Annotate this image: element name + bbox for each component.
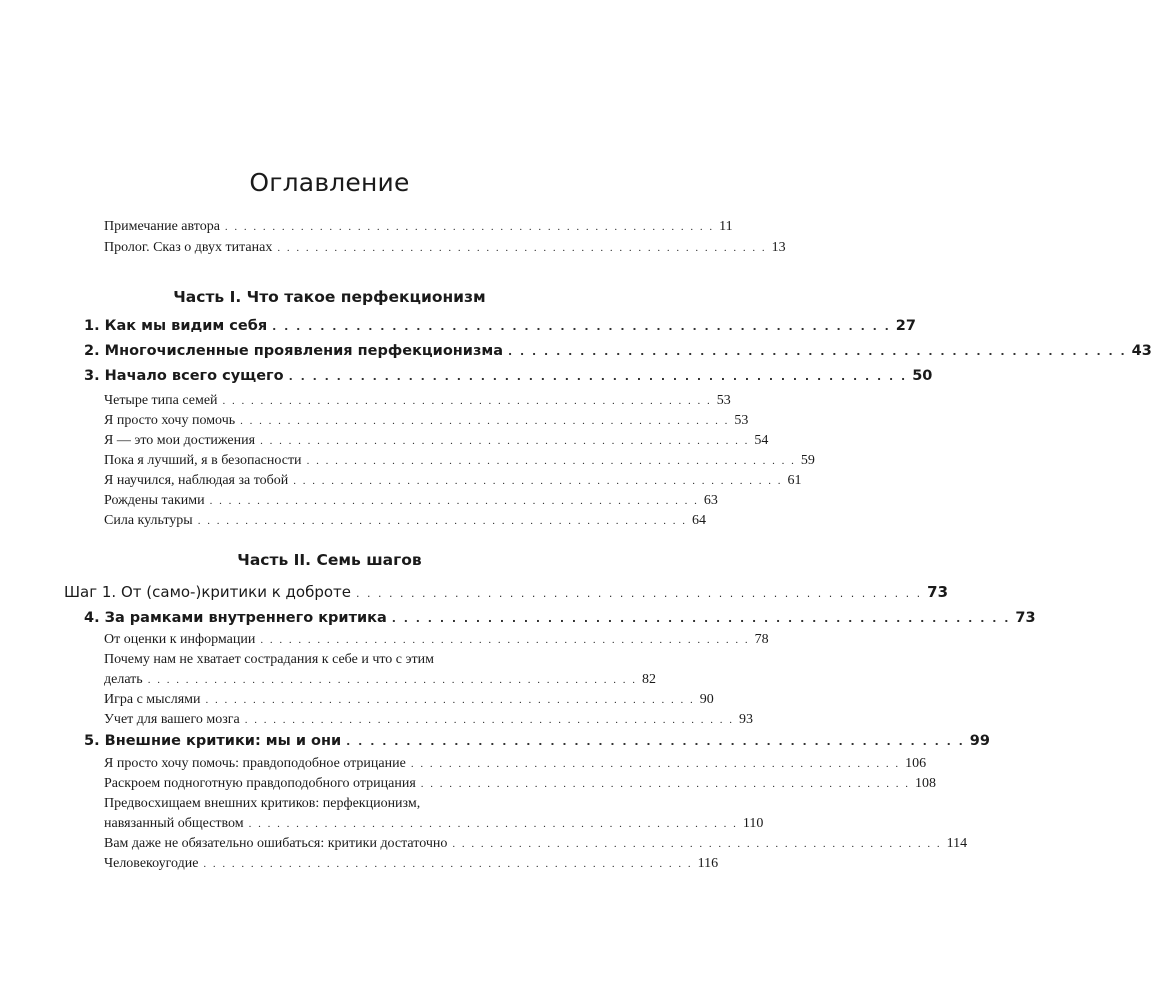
- toc-entry[interactable]: [104, 756, 927, 772]
- chapter-page: 99: [969, 733, 990, 749]
- leader-dots: . . . . . . . . . . . . . . . . . . . . . . . . . . . . . . . . . . . . . . . . . . . . . . . . . . . .: [203, 858, 693, 870]
- chapter-page: 50: [912, 368, 933, 384]
- entry-label: Я просто хочу помочь: [104, 413, 236, 428]
- entry-label: Пролог. Сказ о двух титанах: [104, 240, 273, 255]
- entry-page: 11: [719, 219, 733, 234]
- step-label: Шаг 1. От (само-)критики к доброте: [64, 583, 352, 601]
- toc-entry[interactable]: [104, 776, 937, 792]
- toc-entry[interactable]: [104, 712, 753, 728]
- entry-page: 82: [641, 672, 656, 687]
- toc-entry[interactable]: [104, 856, 719, 872]
- entry-page: 53: [734, 413, 749, 428]
- step-page: 73: [927, 583, 949, 601]
- entry-page: 114: [946, 836, 968, 851]
- chapter-page: 27: [895, 318, 916, 334]
- entry-page: 78: [754, 632, 769, 647]
- entry-label: Я научился, наблюдая за тобой: [104, 473, 289, 488]
- chapter-page: 73: [1015, 610, 1036, 626]
- leader-dots: . . . . . . . . . . . . . . . . . . . . . . . . . . . . . . . . . . . . . . . . . . . . . . . . . . . .: [240, 415, 730, 427]
- leader-dots: . . . . . . . . . . . . . . . . . . . . . . . . . . . . . . . . . . . . . . . . . . . . . . . . . . . .: [293, 475, 783, 487]
- entry-label-line1[interactable]: Почему нам не хватает сострадания к себе и что с этим: [104, 652, 434, 667]
- entry-label: Раскроем подноготную правдоподобного отрицания: [104, 776, 416, 791]
- toc-chapter[interactable]: [84, 610, 1036, 626]
- leader-dots: . . . . . . . . . . . . . . . . . . . . . . . . . . . . . . . . . . . . . . . . . . . . . . . . . . . .: [147, 674, 637, 686]
- toc-entry[interactable]: [104, 692, 714, 708]
- chapter-label: 2. Многочисленные проявления перфекционизма: [84, 343, 504, 359]
- entry-page: 64: [691, 513, 706, 528]
- chapter-label: 5. Внешние критики: мы и они: [84, 733, 342, 749]
- chapter-page: 43: [1131, 343, 1152, 359]
- part-heading: Часть I. Что такое перфекционизм: [173, 288, 486, 306]
- leader-dots: . . . . . . . . . . . . . . . . . . . . . . . . . . . . . . . . . . . . . . . . . . . . . . . . . . . .: [205, 694, 695, 706]
- leader-dots: . . . . . . . . . . . . . . . . . . . . . . . . . . . . . . . . . . . . . . . . . . . . . . . . . . . .: [244, 714, 734, 726]
- entry-page: 63: [703, 493, 718, 508]
- entry-label: Игра с мыслями: [104, 692, 201, 707]
- toc-entry[interactable]: [104, 433, 769, 449]
- leader-dots: . . . . . . . . . . . . . . . . . . . . . . . . . . . . . . . . . . . . . . . . . . . . . . . . . . . .: [356, 587, 923, 600]
- chapter-label: 3. Начало всего сущего: [84, 368, 284, 384]
- toc-entry[interactable]: [104, 413, 749, 429]
- entry-label: Человекоугодие: [104, 856, 199, 871]
- chapter-label: 4. За рамками внутреннего критика: [84, 610, 387, 626]
- entry-page: 110: [742, 816, 764, 831]
- entry-label: делать: [104, 672, 143, 687]
- leader-dots: . . . . . . . . . . . . . . . . . . . . . . . . . . . . . . . . . . . . . . . . . . . . . . . . . . . .: [272, 320, 891, 333]
- entry-page: 61: [787, 473, 802, 488]
- leader-dots: . . . . . . . . . . . . . . . . . . . . . . . . . . . . . . . . . . . . . . . . . . . . . . . . . . . .: [248, 818, 738, 830]
- entry-page: 93: [738, 712, 753, 727]
- entry-page: 53: [716, 393, 731, 408]
- toc-chapter[interactable]: [84, 733, 990, 749]
- entry-label: Сила культуры: [104, 513, 193, 528]
- entry-label: Вам даже не обязательно ошибаться: критики достаточно: [104, 836, 448, 851]
- toc-entry[interactable]: [104, 672, 656, 688]
- toc-entry[interactable]: [104, 632, 769, 648]
- toc-entry[interactable]: [104, 493, 718, 509]
- entry-label: Рождены такими: [104, 493, 205, 508]
- entry-label: Учет для вашего мозга: [104, 712, 240, 727]
- entry-page: 59: [800, 453, 815, 468]
- toc-step[interactable]: [64, 583, 949, 601]
- toc-entry[interactable]: [104, 836, 968, 852]
- toc-entry[interactable]: [104, 240, 786, 256]
- entry-page: 90: [699, 692, 714, 707]
- leader-dots: . . . . . . . . . . . . . . . . . . . . . . . . . . . . . . . . . . . . . . . . . . . . . . . . . . . .: [260, 435, 750, 447]
- leader-dots: . . . . . . . . . . . . . . . . . . . . . . . . . . . . . . . . . . . . . . . . . . . . . . . . . . . .: [346, 735, 965, 748]
- toc-chapter[interactable]: [84, 368, 933, 384]
- entry-label: Я просто хочу помочь: правдоподобное отрицание: [104, 756, 406, 771]
- leader-dots: . . . . . . . . . . . . . . . . . . . . . . . . . . . . . . . . . . . . . . . . . . . . . . . . . . . .: [277, 242, 767, 254]
- entry-label: Примечание автора: [104, 219, 220, 234]
- leader-dots: . . . . . . . . . . . . . . . . . . . . . . . . . . . . . . . . . . . . . . . . . . . . . . . . . . . .: [288, 370, 908, 383]
- toc-entry[interactable]: [104, 453, 815, 469]
- leader-dots: . . . . . . . . . . . . . . . . . . . . . . . . . . . . . . . . . . . . . . . . . . . . . . . . . . . .: [391, 612, 1011, 625]
- entry-page: 116: [697, 856, 719, 871]
- leader-dots: . . . . . . . . . . . . . . . . . . . . . . . . . . . . . . . . . . . . . . . . . . . . . . . . . . . .: [260, 634, 750, 646]
- leader-dots: . . . . . . . . . . . . . . . . . . . . . . . . . . . . . . . . . . . . . . . . . . . . . . . . . . . .: [452, 838, 942, 850]
- leader-dots: . . . . . . . . . . . . . . . . . . . . . . . . . . . . . . . . . . . . . . . . . . . . . . . . . . . .: [222, 395, 712, 407]
- leader-dots: . . . . . . . . . . . . . . . . . . . . . . . . . . . . . . . . . . . . . . . . . . . . . . . . . . . .: [508, 345, 1127, 358]
- toc-title: Оглавление: [249, 168, 410, 197]
- chapter-label: 1. Как мы видим себя: [84, 318, 268, 334]
- leader-dots: . . . . . . . . . . . . . . . . . . . . . . . . . . . . . . . . . . . . . . . . . . . . . . . . . . . .: [197, 515, 687, 527]
- entry-label-line1[interactable]: Предвосхищаем внешних критиков: перфекционизм,: [104, 796, 421, 811]
- leader-dots: . . . . . . . . . . . . . . . . . . . . . . . . . . . . . . . . . . . . . . . . . . . . . . . . . . . .: [306, 455, 796, 467]
- toc-entry[interactable]: [104, 393, 731, 409]
- toc-entry[interactable]: [104, 513, 706, 529]
- toc-chapter[interactable]: [84, 318, 916, 334]
- leader-dots: . . . . . . . . . . . . . . . . . . . . . . . . . . . . . . . . . . . . . . . . . . . . . . . . . . . .: [209, 495, 699, 507]
- part-heading: Часть II. Семь шагов: [237, 551, 422, 569]
- entry-label: От оценки к информации: [104, 632, 256, 647]
- entry-page: 54: [754, 433, 769, 448]
- entry-label: Четыре типа семей: [104, 393, 218, 408]
- entry-label: Я — это мои достижения: [104, 433, 256, 448]
- toc-entry[interactable]: [104, 816, 764, 832]
- toc-entry[interactable]: [104, 473, 802, 489]
- entry-page: 13: [771, 240, 786, 255]
- entry-label: Пока я лучший, я в безопасности: [104, 453, 302, 468]
- entry-label: навязанный обществом: [104, 816, 244, 831]
- entry-page: 108: [915, 776, 937, 791]
- leader-dots: . . . . . . . . . . . . . . . . . . . . . . . . . . . . . . . . . . . . . . . . . . . . . . . . . . . .: [420, 778, 911, 790]
- entry-page: 106: [905, 756, 927, 771]
- toc-entry[interactable]: [104, 219, 733, 235]
- toc-chapter[interactable]: [84, 343, 1152, 359]
- leader-dots: . . . . . . . . . . . . . . . . . . . . . . . . . . . . . . . . . . . . . . . . . . . . . . . . . . . .: [410, 758, 901, 770]
- leader-dots: . . . . . . . . . . . . . . . . . . . . . . . . . . . . . . . . . . . . . . . . . . . . . . . . . . . .: [224, 221, 715, 233]
